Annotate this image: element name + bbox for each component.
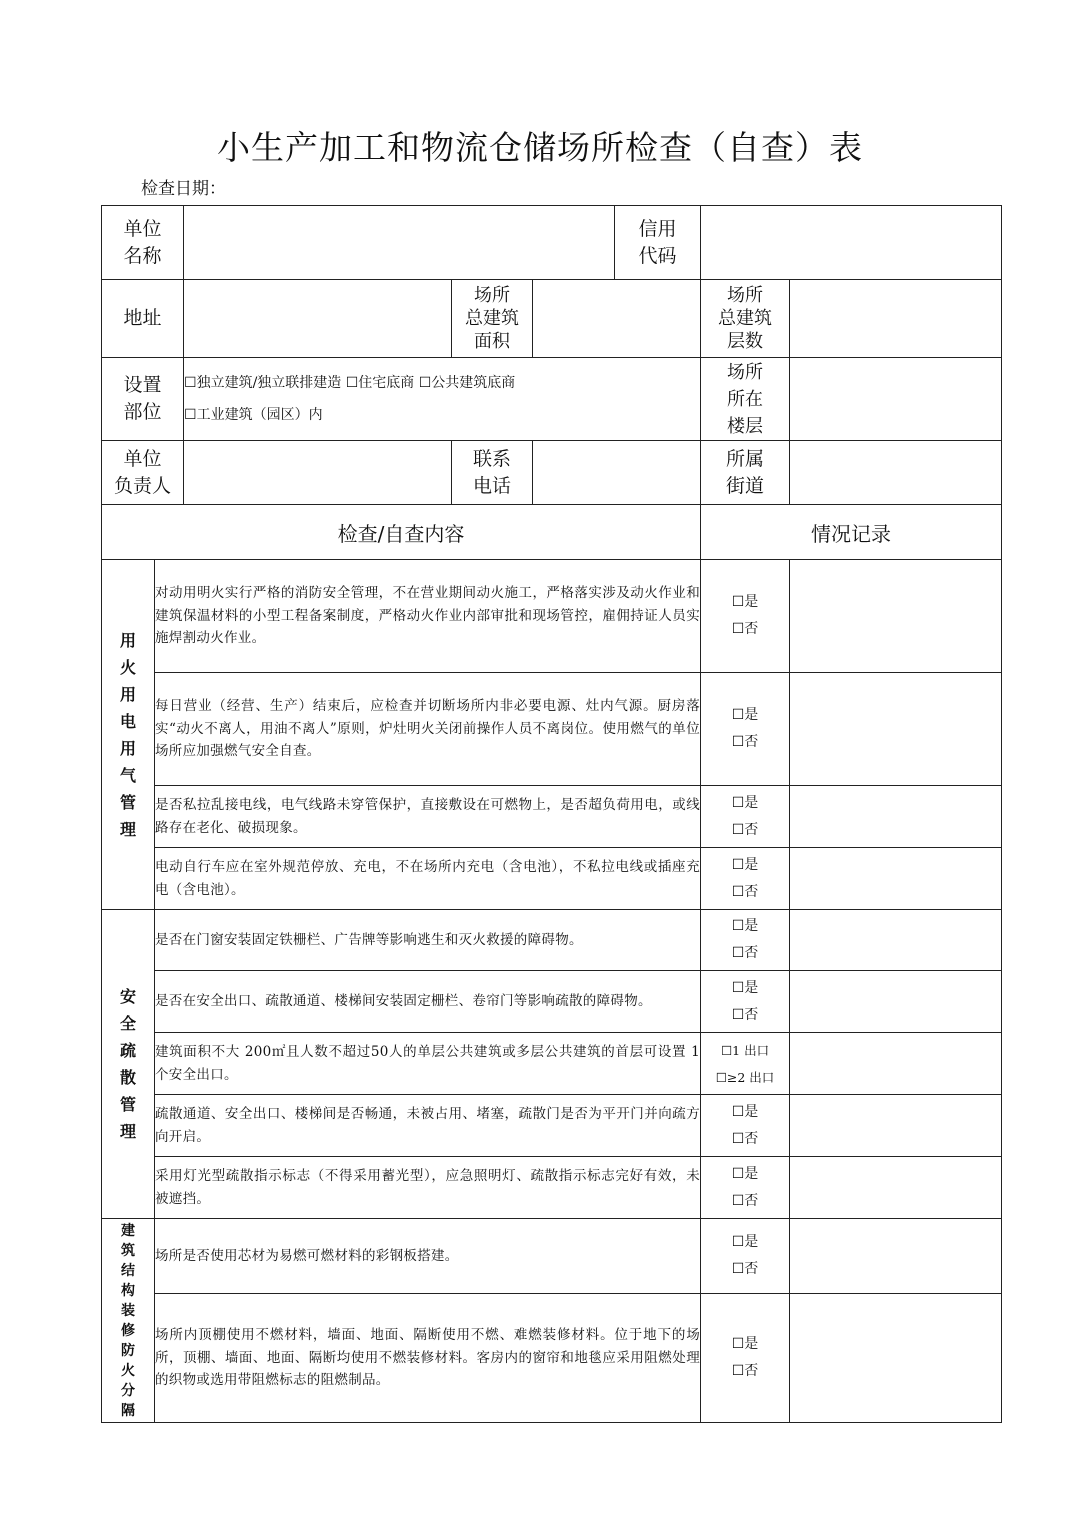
responsible-field[interactable]	[184, 441, 452, 505]
yes-no-checkbox[interactable]: ☐是 ☐否	[701, 971, 790, 1033]
page-title: 小生产加工和物流仓储场所检查（自查）表	[217, 128, 863, 167]
check-item: 建筑面积不大 200㎡且人数不超过50人的单层公共建筑或多层公共建筑的首层可设置 1 个安全出口。	[155, 1033, 701, 1095]
floors-total-label: 场所 总建筑 层数	[701, 280, 790, 358]
address-label: 地址	[102, 280, 184, 358]
credit-code-field[interactable]	[701, 206, 1002, 280]
area-field[interactable]	[533, 280, 701, 358]
credit-code-label: 信用 代码	[615, 206, 701, 280]
record-header: 情况记录	[701, 505, 1002, 560]
table-row	[102, 1033, 1002, 1095]
table-row	[102, 560, 1002, 673]
table-row	[102, 848, 1002, 910]
yes-no-checkbox[interactable]: ☐是 ☐否	[701, 786, 790, 848]
location-options[interactable]	[184, 358, 701, 441]
table-row	[102, 910, 1002, 971]
table-row	[102, 673, 1002, 786]
area-label: 场所 总建筑 面积	[452, 280, 533, 358]
record-field[interactable]	[790, 1294, 1002, 1423]
exit-count-checkbox[interactable]: ☐1 出口 ☐≥2 出口	[701, 1033, 790, 1095]
record-field[interactable]	[790, 1219, 1002, 1294]
unit-name-field[interactable]	[184, 206, 615, 280]
location-options-line1[interactable]: ☐独立建筑/独立联排建造 ☐住宅底商 ☐公共建筑底商	[184, 375, 516, 391]
check-item: 每日营业（经营、生产）结束后，应检查并切断场所内非必要电源、灶内气源。厨房落实“动火不离人，用油不离人”原则，炉灶明火关闭前操作人员不离岗位。使用燃气的单位场所应加强燃气安全自查。	[155, 673, 701, 786]
record-field[interactable]	[790, 673, 1002, 786]
street-field[interactable]	[790, 441, 1002, 505]
responsible-label: 单位 负责人	[102, 441, 184, 505]
record-field[interactable]	[790, 1157, 1002, 1219]
check-item: 电动自行车应在室外规范停放、充电，不在场所内充电（含电池），不私拉电线或插座充电（含电池）。	[155, 848, 701, 910]
table-row	[102, 1294, 1002, 1423]
address-field[interactable]	[184, 280, 452, 358]
check-item: 采用灯光型疏散指示标志（不得采用蓄光型），应急照明灯、疏散指示标志完好有效，未被遮挡。	[155, 1157, 701, 1219]
record-field[interactable]	[790, 910, 1002, 971]
location-label: 设置 部位	[102, 358, 184, 441]
check-item: 是否在安全出口、疏散通道、楼梯间安装固定栅栏、卷帘门等影响疏散的障碍物。	[155, 971, 701, 1033]
floors-total-field[interactable]	[790, 280, 1002, 358]
check-item: 疏散通道、安全出口、楼梯间是否畅通，未被占用、堵塞，疏散门是否为平开门并向疏方向开启。	[155, 1095, 701, 1157]
record-field[interactable]	[790, 1095, 1002, 1157]
yes-no-checkbox[interactable]: ☐是 ☐否	[701, 1219, 790, 1294]
inspection-date-label: 检查日期：	[141, 179, 226, 199]
content-header: 检查/自查内容	[102, 505, 701, 560]
record-field[interactable]	[790, 1033, 1002, 1095]
unit-name-label: 单位 名称	[102, 206, 184, 280]
record-field[interactable]	[790, 971, 1002, 1033]
check-item: 对动用明火实行严格的消防安全管理，不在营业期间动火施工，严格落实涉及动火作业和建筑保温材料的小型工程备案制度，严格动火作业内部审批和现场管控，雇佣持证人员实施焊割动火作业。	[155, 560, 701, 673]
table-row	[102, 1157, 1002, 1219]
table-row	[102, 786, 1002, 848]
yes-no-checkbox[interactable]: ☐是 ☐否	[701, 1294, 790, 1423]
street-label: 所属 街道	[701, 441, 790, 505]
floor-label: 场所 所在 楼层	[701, 358, 790, 441]
section-building-structure: 建 筑 结 构 装 修 防 火 分 隔	[102, 1219, 155, 1423]
section-fire-electric-gas: 用 火 用 电 用 气 管 理	[102, 560, 155, 910]
check-item: 是否私拉乱接电线，电气线路未穿管保护，直接敷设在可燃物上，是否超负荷用电，或线路存在老化、破损现象。	[155, 786, 701, 848]
phone-field[interactable]	[533, 441, 701, 505]
floor-field[interactable]	[790, 358, 1002, 441]
yes-no-checkbox[interactable]: ☐是 ☐否	[701, 1095, 790, 1157]
check-item: 场所内顶棚使用不燃材料，墙面、地面、隔断使用不燃、难燃装修材料。位于地下的场所，顶棚、墙面、地面、隔断均使用不燃装修材料。客房内的窗帘和地毯应采用阻燃处理的织物或选用带阻燃标志的阻燃制品。	[155, 1294, 701, 1423]
record-field[interactable]	[790, 786, 1002, 848]
table-row	[102, 1219, 1002, 1294]
section-safe-evacuation: 安 全 疏 散 管 理	[102, 910, 155, 1219]
record-field[interactable]	[790, 560, 1002, 673]
yes-no-checkbox[interactable]: ☐是 ☐否	[701, 910, 790, 971]
yes-no-checkbox[interactable]: ☐是 ☐否	[701, 673, 790, 786]
yes-no-checkbox[interactable]: ☐是 ☐否	[701, 848, 790, 910]
record-field[interactable]	[790, 848, 1002, 910]
table-row	[102, 971, 1002, 1033]
table-row	[102, 1095, 1002, 1157]
location-options-line2[interactable]: ☐工业建筑（园区）内	[184, 407, 323, 423]
inspection-form-table	[101, 205, 1002, 1423]
yes-no-checkbox[interactable]: ☐是 ☐否	[701, 560, 790, 673]
check-item: 是否在门窗安装固定铁栅栏、广告牌等影响逃生和灭火救援的障碍物。	[155, 910, 701, 971]
check-item: 场所是否使用芯材为易燃可燃材料的彩钢板搭建。	[155, 1219, 701, 1294]
yes-no-checkbox[interactable]: ☐是 ☐否	[701, 1157, 790, 1219]
phone-label: 联系 电话	[452, 441, 533, 505]
